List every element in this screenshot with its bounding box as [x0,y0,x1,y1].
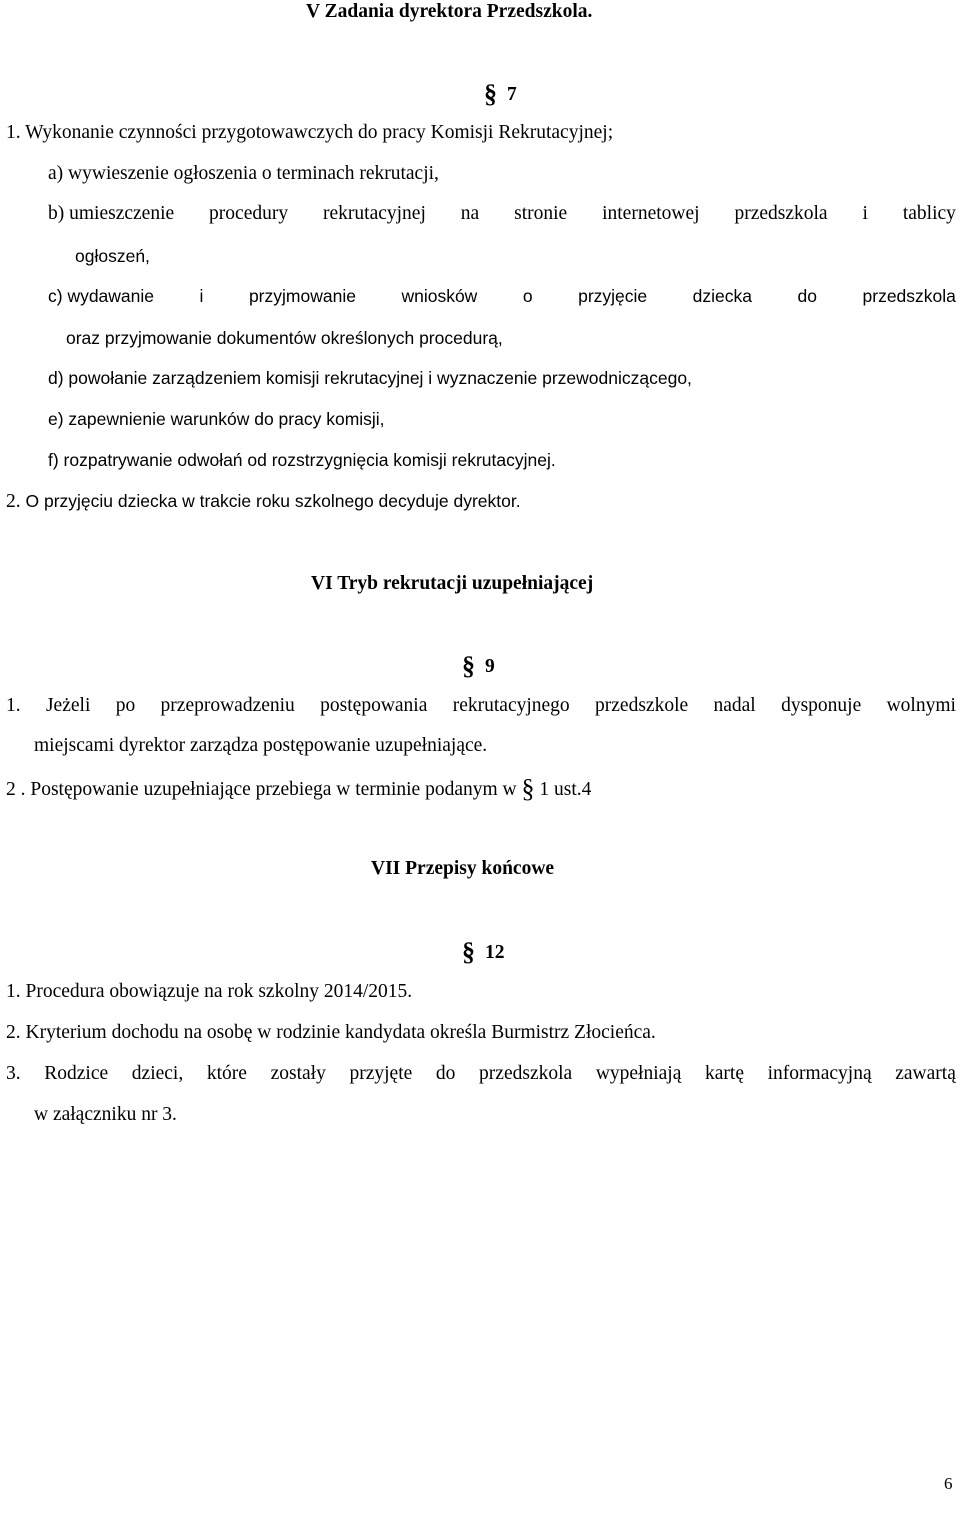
word: przedszkole [595,695,689,716]
word: wolnymi [886,695,956,716]
word: przyjmowanie [248,286,356,306]
word: do [797,286,817,306]
word: zostały [270,1063,326,1084]
word: dziecka [692,286,753,306]
section-vii-item-3 [6,1062,956,1086]
word: kartę [705,1063,744,1084]
word: przedszkola [479,1063,573,1084]
word: do [435,1063,456,1084]
word: przedszkola [734,203,828,224]
word: postępowania [320,695,428,716]
paragraph-12-heading [462,938,505,965]
word: po [115,695,136,716]
word: zawartą [895,1063,956,1084]
word: rekrutacyjnej [323,203,426,224]
page-number: 6 [944,1474,953,1493]
word: tablicy [902,203,956,224]
word: przyjęcie [578,286,648,306]
section-v-heading: V Zadania dyrektora Przedszkola. [306,1,593,22]
word: Jeżeli [45,695,91,716]
paragraph-7-heading [484,80,517,107]
section-v-item-b-continuation: ogłoszeń, [75,246,150,266]
item-text: 2 . Postępowanie uzupełniające przebiega w terminie podanym w [6,779,522,800]
section-v-item-1: 1. Wykonanie czynności przygotowawczych do pracy Komisji Rekrutacyjnej; [6,122,614,143]
word: procedury [209,203,289,224]
word: przyjęte [349,1063,413,1084]
paragraph-number: 7 [507,84,517,105]
word: wniosków [401,286,478,306]
word: dzieci, [131,1063,184,1084]
word: c) wydawanie [48,286,155,306]
word: i [862,203,868,224]
word: nadal [713,695,756,716]
section-v-item-2 [6,489,521,514]
paragraph-9-heading [462,652,495,679]
paragraph-sign: § [521,774,535,803]
paragraph-number: 9 [485,656,495,677]
word: 3. [6,1063,21,1084]
section-v-item-c-continuation: oraz przyjmowanie dokumentów określonych procedurą, [66,328,503,348]
paragraph-number: 12 [485,942,505,963]
section-vii-item-3-continuation: w załączniku nr 3. [34,1104,177,1125]
paragraph-sign: § [462,651,475,680]
word: przedszkola [862,286,956,306]
word: na [460,203,480,224]
section-vii-heading: VII Przepisy końcowe [371,858,555,879]
item-number: 2. [6,491,26,512]
word: informacyjną [767,1063,872,1084]
section-v-item-e: e) zapewnienie warunków do pracy komisji, [48,409,385,429]
section-v-item-a: a) wywieszenie ogłoszenia o terminach rekrutacji, [48,163,439,184]
word: 1. [6,695,21,716]
word: internetowej [602,203,700,224]
section-v-item-b [48,202,956,226]
word: rekrutacyjnego [452,695,570,716]
word: i [199,286,204,306]
section-vii-item-1: 1. Procedura obowiązuje na rok szkolny 2014/2015. [6,981,413,1002]
paragraph-sign: § [484,79,497,108]
section-v-item-c [48,284,956,308]
section-vi-heading: VI Tryb rekrutacji uzupełniającej [311,573,594,594]
section-vi-item-1-continuation: miejscami dyrektor zarządza postępowanie uzupełniające. [34,735,488,756]
section-v-item-f: f) rozpatrywanie odwołań od rozstrzygnięcia komisji rekrutacyjnej. [48,450,556,470]
item-text: O przyjęciu dziecka w trakcie roku szkolnego decyduje dyrektor. [25,491,521,511]
word: wypełniają [595,1063,682,1084]
section-v-item-d: d) powołanie zarządzeniem komisji rekrutacyjnej i wyznaczenie przewodniczącego, [48,368,692,388]
word: które [206,1063,247,1084]
word: dysponuje [781,695,862,716]
word: o [522,286,533,306]
word: stronie [514,203,568,224]
paragraph-sign: § [462,937,475,966]
word: przeprowadzeniu [160,695,295,716]
section-vii-item-2: 2. Kryterium dochodu na osobę w rodzinie kandydata określa Burmistrz Złocieńca. [6,1022,656,1043]
word: Rodzice [44,1063,109,1084]
word: b) umieszczenie [48,203,175,224]
item-text: 1 ust.4 [534,779,592,800]
section-vi-item-1 [6,694,956,718]
section-vi-item-2 [6,775,591,802]
